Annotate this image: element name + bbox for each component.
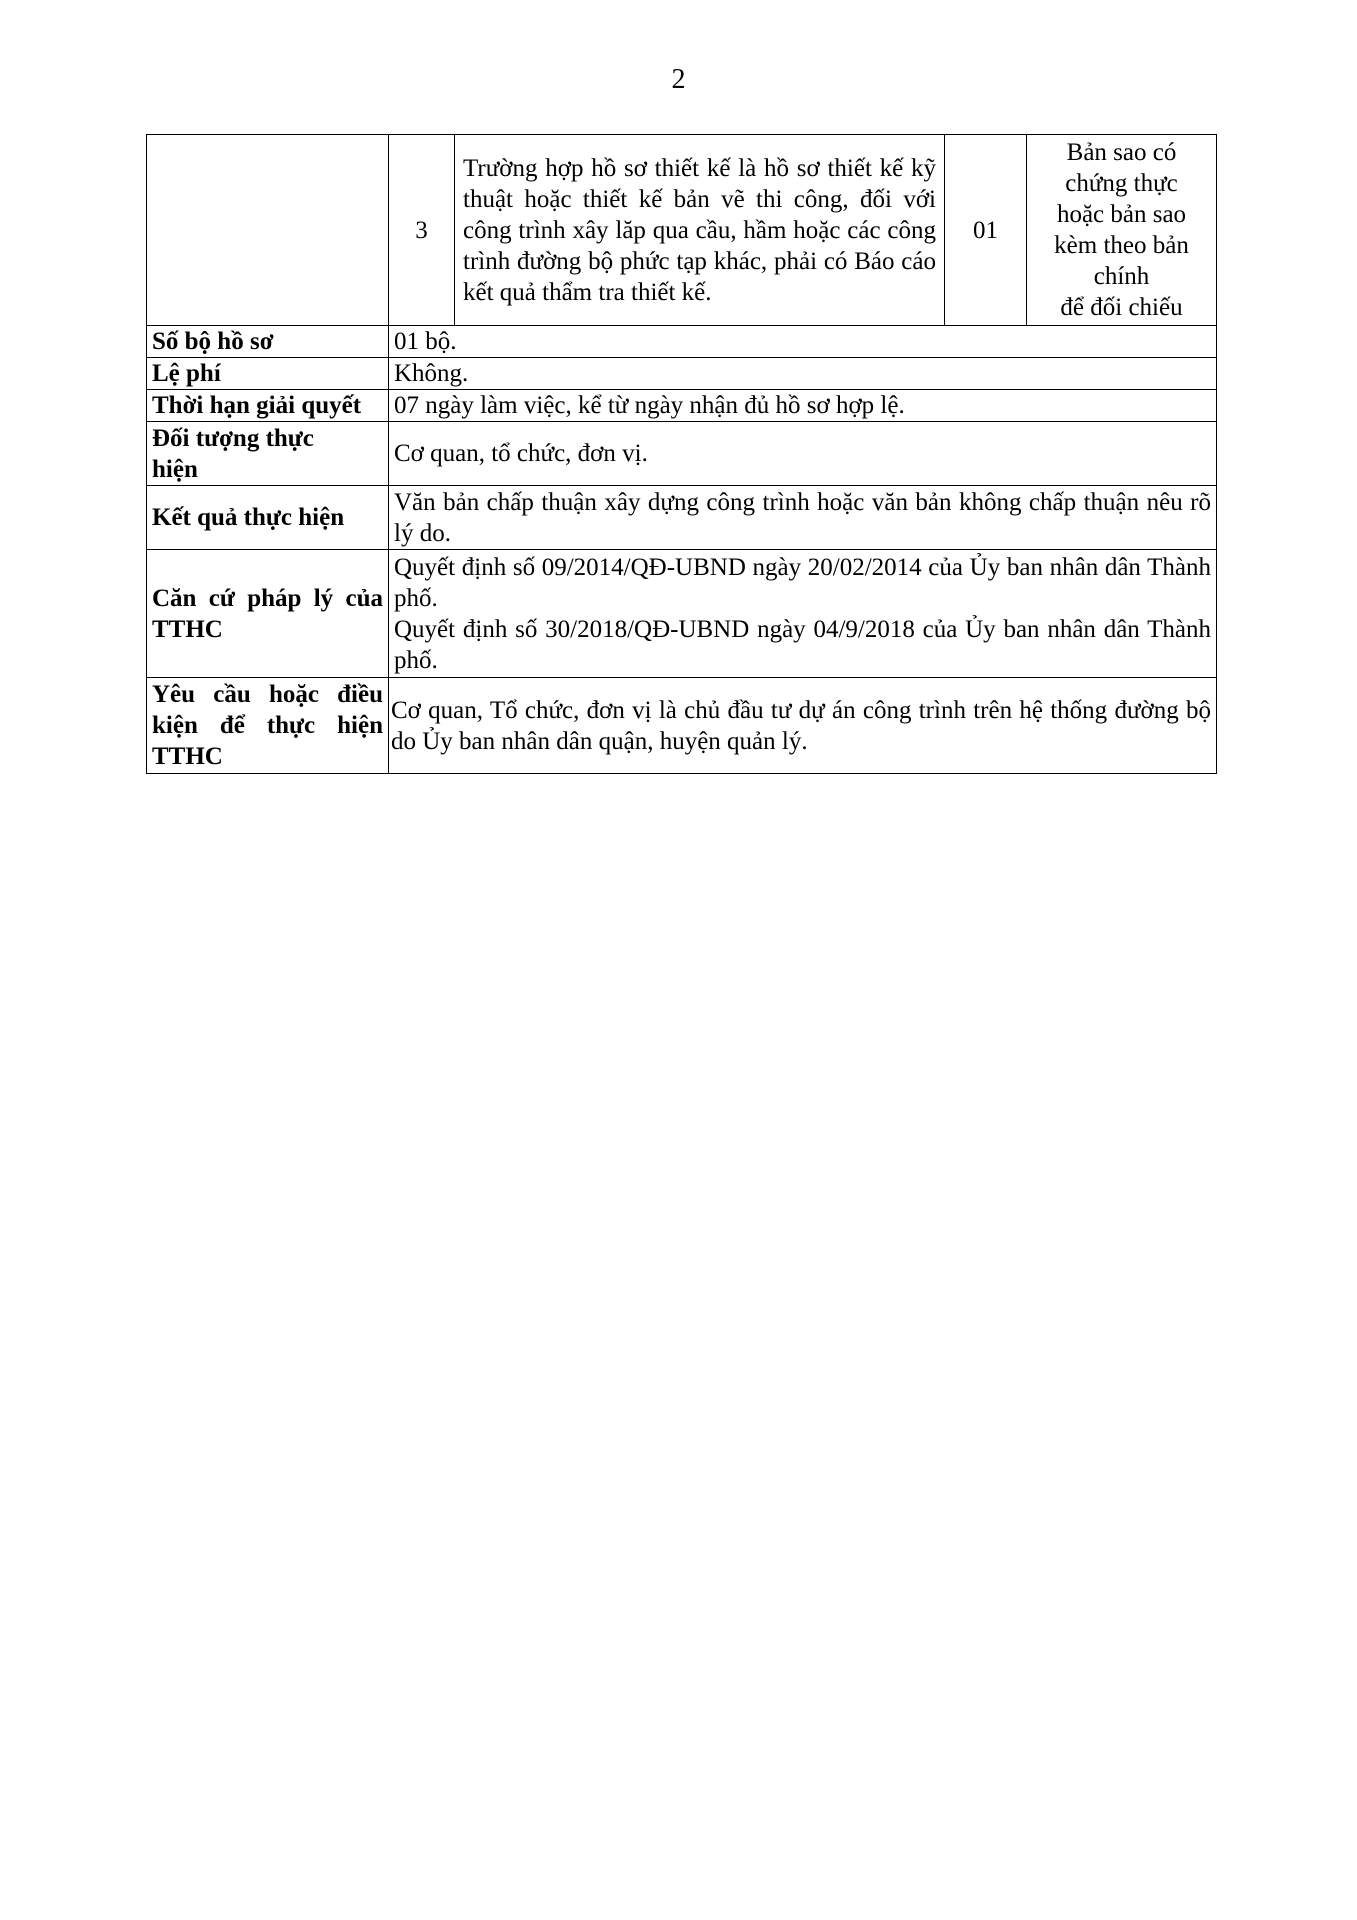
table-row bbox=[147, 358, 1217, 390]
row-value bbox=[389, 550, 1217, 678]
empty-label-cell bbox=[147, 135, 389, 326]
table-row bbox=[147, 550, 1217, 678]
row-label: Kết quả thực hiện bbox=[147, 486, 389, 550]
table-row bbox=[147, 326, 1217, 358]
procedure-table bbox=[146, 134, 1217, 774]
row-value: 07 ngày làm việc, kể từ ngày nhận đủ hồ sơ hợp lệ. bbox=[389, 390, 1217, 422]
table-row bbox=[147, 390, 1217, 422]
row-label: Lệ phí bbox=[147, 358, 389, 390]
document-content: Trường hợp hồ sơ thiết kế là hồ sơ thiết kế kỹ thuật hoặc thiết kế bản vẽ thi công, đối với công trình xây lăp qua cầu, hầm hoặc các công trình đường bộ phức tạp khác, phải có Báo cáo kết quả thẩm tra thiết kế. bbox=[455, 135, 945, 326]
document-row bbox=[147, 135, 1217, 326]
table-row bbox=[147, 678, 1217, 774]
row-value: Văn bản chấp thuận xây dựng công trình hoặc văn bản không chấp thuận nêu rõ lý do. bbox=[389, 486, 1217, 550]
row-label: Số bộ hồ sơ bbox=[147, 326, 389, 358]
document-quantity: 01 bbox=[945, 135, 1027, 326]
legal-basis-1: Quyết định số 09/2014/QĐ-UBND ngày 20/02/2014 của Ủy ban nhân dân Thành phố. bbox=[394, 553, 1211, 612]
row-label: Đối tượng thực hiện bbox=[147, 422, 389, 486]
table-row bbox=[147, 422, 1217, 486]
row-label: Thời hạn giải quyết bbox=[147, 390, 389, 422]
legal-basis-2: Quyết định số 30/2018/QĐ-UBND ngày 04/9/2018 của Ủy ban nhân dân Thành phố. bbox=[394, 615, 1211, 674]
row-label: Yêu cầu hoặc điều kiện để thực hiện TTHC bbox=[147, 678, 389, 774]
page-number: 2 bbox=[671, 64, 686, 95]
row-label: Căn cứ pháp lý của TTHC bbox=[147, 550, 389, 678]
document-form: Bản sao có chứng thực hoặc bản sao kèm theo bản chính để đối chiếu bbox=[1027, 135, 1217, 326]
document-index: 3 bbox=[389, 135, 455, 326]
row-value: Cơ quan, tổ chức, đơn vị. bbox=[389, 422, 1217, 486]
table-row bbox=[147, 486, 1217, 550]
row-value: Không. bbox=[389, 358, 1217, 390]
row-value: 01 bộ. bbox=[389, 326, 1217, 358]
row-value: Cơ quan, Tổ chức, đơn vị là chủ đầu tư dự án công trình trên hệ thống đường bộ do Ủy ban nhân dân quận, huyện quản lý. bbox=[389, 678, 1217, 774]
